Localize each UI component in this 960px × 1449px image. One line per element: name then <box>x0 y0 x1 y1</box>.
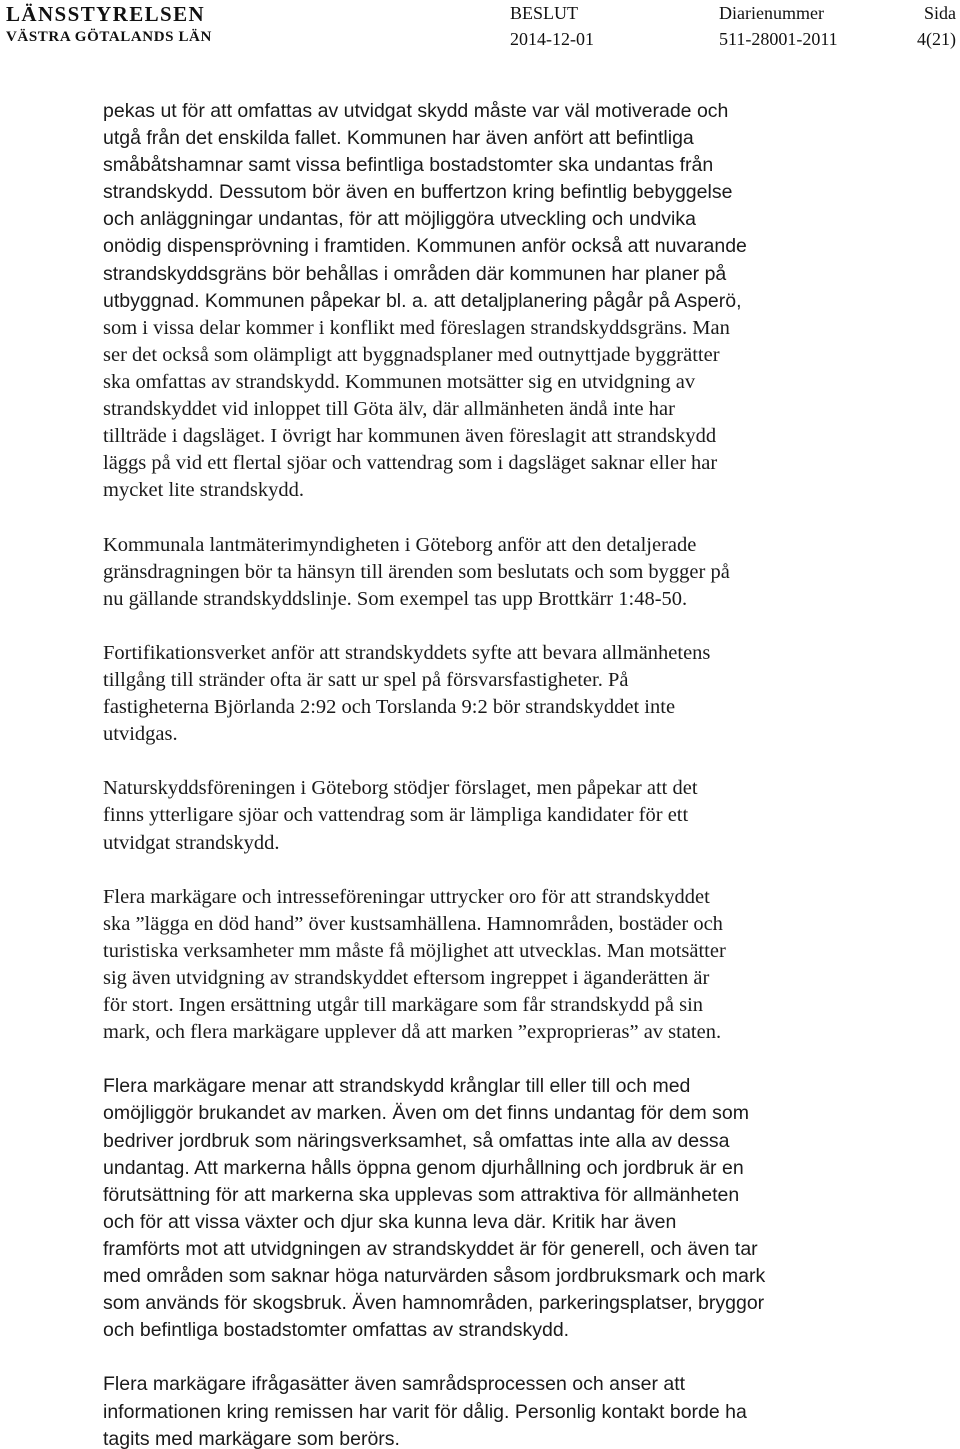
text-line: gränsdragningen bör ta hänsyn till ärenden som beslutats och som bygger på <box>103 560 730 583</box>
text-line: turistiska verksamheter mm måste få möjlighet att utvecklas. Man motsätter <box>103 939 726 962</box>
doc-type: BESLUT <box>510 3 579 23</box>
text-line: Flera markägare ifrågasätter även samrådsprocessen och anser att <box>103 1373 686 1396</box>
paragraph <box>103 98 825 504</box>
text-line: tillträde i dagsläget. I övrigt har kommunen även föreslagit att strandskydd <box>103 425 717 448</box>
diarie-number: 511-28001-2011 <box>719 29 838 49</box>
text-line: onödig dispensprövning i framtiden. Kommunen anför också att nuvarande <box>103 235 747 258</box>
text-line: pekas ut för att omfattas av utvidgat skydd måste var väl motiverade och <box>103 100 729 122</box>
text-line: mark, och flera markägare upplever då att marken ”exproprieras” av staten. <box>103 1021 722 1044</box>
text-line: bedriver jordbruk som näringsverksamhet, så omfattas inte alla av dessa <box>103 1129 730 1152</box>
paragraph <box>103 884 825 1047</box>
text-line: tagits med markägare som berörs. <box>103 1427 400 1449</box>
diarie-block <box>719 0 838 52</box>
text-line: utvidgat strandskydd. <box>103 831 280 854</box>
lansstyrelsen-logo <box>6 2 212 45</box>
paragraph <box>103 532 825 613</box>
text-line: ska omfattas av strandskydd. Kommunen motsätter sig en utvidgning av <box>103 370 696 393</box>
page-number: 4(21) <box>917 29 956 49</box>
text-line: och för att vissa växter och djur ska kunna leva där. Kritik har även <box>103 1210 677 1233</box>
org-region: VÄSTRA GÖTALANDS LÄN <box>6 29 212 45</box>
paragraph <box>103 1073 825 1344</box>
text-line: fastigheterna Björlanda 2:92 och Torslanda 9:2 bör strandskyddet inte <box>103 696 676 719</box>
paragraph <box>103 775 825 856</box>
text-line: tillgång till stränder ofta är satt ur spel på försvarsfastigheter. På <box>103 668 629 691</box>
text-line: och anläggningar undantas, för att möjliggöra utveckling och undvika <box>103 208 696 231</box>
text-line: framförts mot att utvidgningen av strandskyddet är för generell, och även tar <box>103 1237 758 1260</box>
doc-type-block <box>510 0 594 52</box>
text-line: sig även utvidgning av strandskyddet eftersom ingreppet i äganderätten är <box>103 967 710 989</box>
text-line: utvidgas. <box>103 723 178 746</box>
text-line: ser det också som olämpligt att byggnadsplaner med outnyttjade byggrätter <box>103 343 720 366</box>
text-line: med områden som saknar höga naturvärden såsom jordbruksmark och mark <box>103 1265 766 1288</box>
text-line: småbåtshamnar samt vissa befintliga bostadstomter ska undantas från <box>103 154 714 177</box>
text-line: som i vissa delar kommer i konflikt med föreslagen strandskyddsgräns. Man <box>103 316 730 339</box>
text-line: Naturskyddsföreningen i Göteborg stödjer förslaget, men påpekar att det <box>103 777 698 800</box>
text-line: Flera markägare menar att strandskydd krånglar till eller till och med <box>103 1075 691 1098</box>
page-number-block <box>917 0 956 52</box>
org-name: LÄNSSTYRELSEN <box>6 2 206 26</box>
text-line: ska ”lägga en död hand” över kustsamhällena. Hamnområden, bostäder och <box>103 912 723 935</box>
text-line: finns ytterligare sjöar och vattendrag som är lämpliga kandidater för ett <box>103 804 689 827</box>
text-line: som används för skogsbruk. Även hamnområden, parkeringsplatser, bryggor <box>103 1292 765 1315</box>
text-line: omöjliggör brukandet av marken. Även om det finns undantag för dem som <box>103 1102 750 1125</box>
text-line: förutsättning för att markerna ska upplevas som attraktiva för allmänheten <box>103 1183 740 1206</box>
text-line: informationen kring remissen har varit för dålig. Personlig kontakt borde ha <box>103 1400 747 1423</box>
document-body <box>103 98 825 1449</box>
text-line: för stort. Ingen ersättning utgår till markägare som får strandskydd på sin <box>103 994 704 1017</box>
text-line: undantag. Att markerna hålls öppna genom djurhållning och jordbruk är en <box>103 1156 744 1179</box>
doc-date: 2014-12-01 <box>510 29 594 49</box>
text-line: nu gällande strandskyddslinje. Som exempel tas upp Brottkärr 1:48-50. <box>103 587 688 610</box>
text-line: strandskyddsgräns bör behållas i områden där kommunen har planer på <box>103 262 727 285</box>
text-line: mycket lite strandskydd. <box>103 479 304 502</box>
text-line: och befintliga bostadstomter omfattas av strandskydd. <box>103 1319 570 1342</box>
page-label: Sida <box>923 3 956 23</box>
text-line: Flera markägare och intresseföreningar uttrycker oro för att strandskyddet <box>103 885 710 908</box>
text-line: strandskydd. Dessutom bör även en buffertzon kring befintlig bebyggelse <box>103 181 733 204</box>
paragraph <box>103 1371 825 1449</box>
diarie-label: Diarienummer <box>719 3 824 23</box>
text-line: Fortifikationsverket anför att strandskyddets syfte att bevara allmänhetens <box>103 641 711 664</box>
text-line: Kommunala lantmäterimyndigheten i Göteborg anför att den detaljerade <box>103 533 697 556</box>
text-line: läggs på vid ett flertal sjöar och vattendrag som i dagsläget saknar eller har <box>103 452 718 475</box>
text-line: utgå från det enskilda fallet. Kommunen har även anfört att befintliga <box>103 127 694 150</box>
text-line: utbyggnad. Kommunen påpekar bl. a. att detaljplanering pågår på Asperö, <box>103 289 742 312</box>
text-line: strandskyddet vid inloppet till Göta älv, där allmänheten ändå inte har <box>103 398 675 421</box>
paragraph <box>103 640 825 748</box>
